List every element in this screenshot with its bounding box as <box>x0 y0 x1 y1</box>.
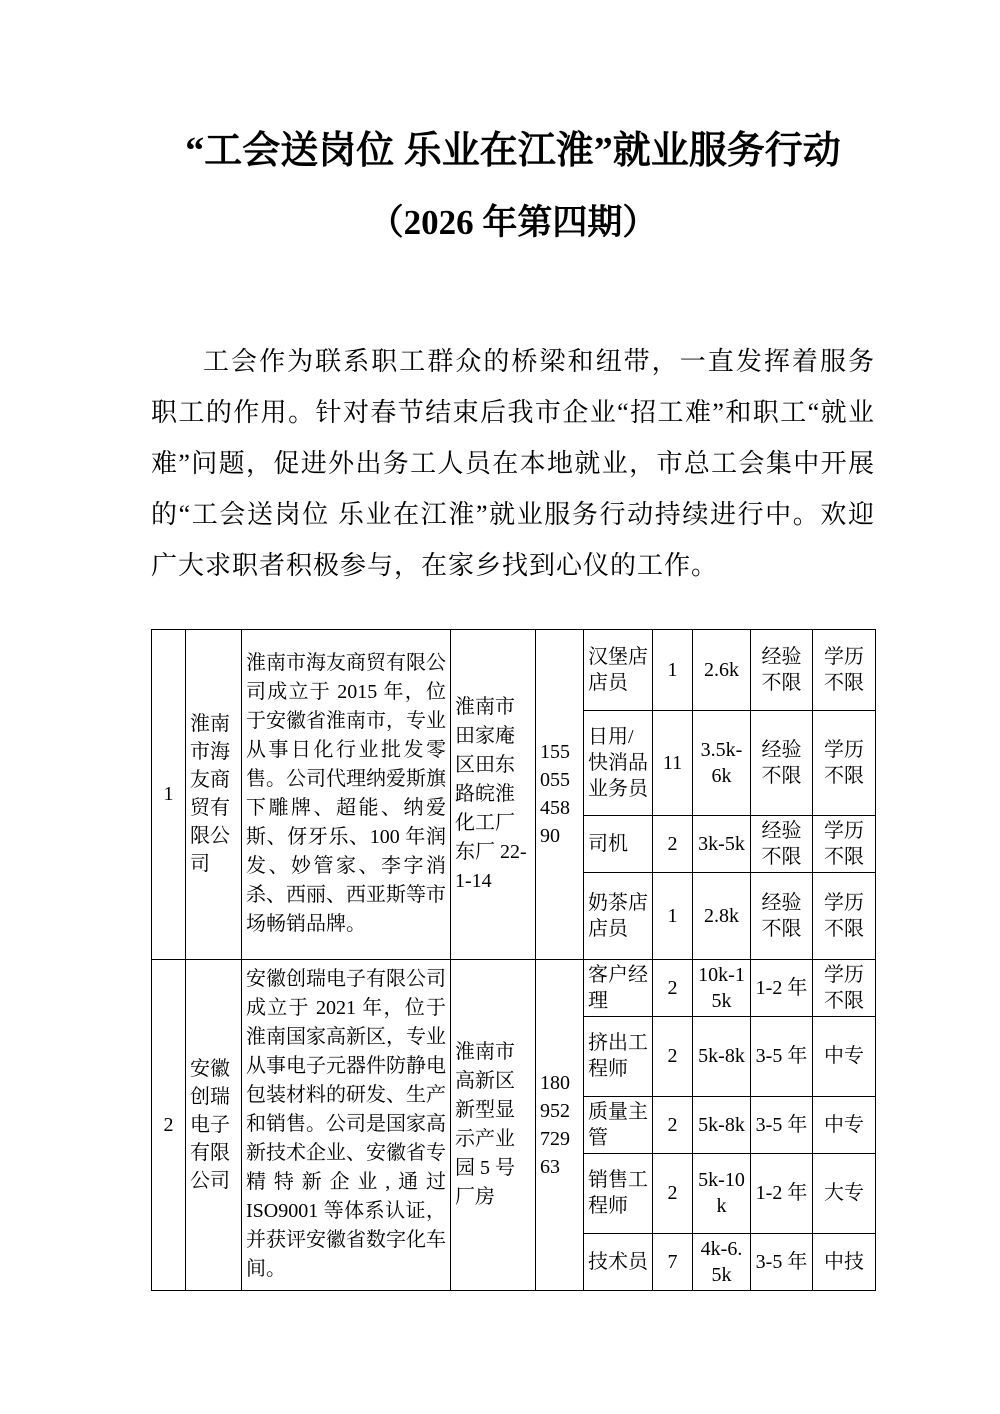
job-experience: 经验不限 <box>751 629 813 710</box>
job-salary: 3k-5k <box>693 815 751 872</box>
company-address: 淮南市田家庵区田东路皖淮化工厂东厂 22-1-14 <box>451 629 536 959</box>
job-count: 2 <box>653 815 693 872</box>
job-salary: 3.5k-6k <box>693 710 751 815</box>
job-count: 2 <box>653 1096 693 1153</box>
job-count: 2 <box>653 1153 693 1233</box>
job-listings-table <box>151 629 876 1291</box>
job-salary: 2.6k <box>693 629 751 710</box>
job-title: 汉堡店店员 <box>584 629 653 710</box>
intro-paragraph: 工会作为联系职工群众的桥梁和纽带，一直发挥着服务职工的作用。针对春节结束后我市企业“招工难”和职工“就业难”问题，促进外出务工人员在本地就业，市总工会集中开展的“工会送岗位 乐业在江淮”就业服务行动持续进行中。欢迎广大求职者积极参与，在家乡找到心仪的工作。 <box>151 346 875 580</box>
job-experience: 3-5 年 <box>751 1233 813 1290</box>
document-title: “工会送岗位 乐业在江淮”就业服务行动 <box>185 130 841 172</box>
job-education: 学历不限 <box>813 959 876 1016</box>
table-row <box>152 629 876 710</box>
company-name: 淮南市海友商贸有限公司 <box>186 629 242 959</box>
job-education: 中技 <box>813 1233 876 1290</box>
table-row <box>152 959 876 1016</box>
job-salary: 5k-8k <box>693 1016 751 1096</box>
job-title: 日用/快消品业务员 <box>584 710 653 815</box>
document-subtitle: （2026 年第四期） <box>368 202 658 242</box>
job-education: 学历不限 <box>813 815 876 872</box>
job-salary: 5k-10k <box>693 1153 751 1233</box>
job-education: 中专 <box>813 1016 876 1096</box>
job-title: 销售工程师 <box>584 1153 653 1233</box>
company-description: 安徽创瑞电子有限公司成立于 2021 年，位于淮南国家高新区，专业从事电子元器件防静电包装材料的研发、生产和销售。公司是国家高新技术企业、安徽省专精特新企业,通过 ISO9001 等体系认证，并获评安徽省数字化车间。 <box>242 959 451 1290</box>
job-title: 奶茶店店员 <box>584 872 653 959</box>
company-address: 淮南市高新区新型显示产业园 5 号厂房 <box>451 959 536 1290</box>
job-count: 11 <box>653 710 693 815</box>
job-experience: 经验不限 <box>751 872 813 959</box>
job-title: 司机 <box>584 815 653 872</box>
job-count: 2 <box>653 1016 693 1096</box>
job-experience: 1-2 年 <box>751 959 813 1016</box>
job-salary: 2.8k <box>693 872 751 959</box>
job-education: 大专 <box>813 1153 876 1233</box>
company-index: 1 <box>152 629 186 959</box>
company-phone: 15505545890 <box>536 629 584 959</box>
job-count: 2 <box>653 959 693 1016</box>
job-salary: 10k-15k <box>693 959 751 1016</box>
job-experience: 3-5 年 <box>751 1096 813 1153</box>
company-index: 2 <box>152 959 186 1290</box>
job-count: 1 <box>653 629 693 710</box>
job-experience: 经验不限 <box>751 815 813 872</box>
job-salary: 4k-6.5k <box>693 1233 751 1290</box>
job-title: 技术员 <box>584 1233 653 1290</box>
job-education: 中专 <box>813 1096 876 1153</box>
job-salary: 5k-8k <box>693 1096 751 1153</box>
job-count: 7 <box>653 1233 693 1290</box>
document-content <box>151 0 875 1291</box>
job-count: 1 <box>653 872 693 959</box>
job-experience: 1-2 年 <box>751 1153 813 1233</box>
job-experience: 经验不限 <box>751 710 813 815</box>
job-title: 质量主管 <box>584 1096 653 1153</box>
job-title: 挤出工程师 <box>584 1016 653 1096</box>
job-education: 学历不限 <box>813 629 876 710</box>
job-education: 学历不限 <box>813 710 876 815</box>
company-name: 安徽创瑞电子有限公司 <box>186 959 242 1290</box>
job-experience: 3-5 年 <box>751 1016 813 1096</box>
job-title: 客户经理 <box>584 959 653 1016</box>
company-description: 淮南市海友商贸有限公司成立于 2015 年，位于安徽省淮南市，专业从事日化行业批发零售。公司代理纳爱斯旗下雕牌、超能、纳爱斯、伢牙乐、100 年润发、妙管家、李字消杀、西丽、西亚斯等市场畅销品牌。 <box>242 629 451 959</box>
job-education: 学历不限 <box>813 872 876 959</box>
company-phone: 18095272963 <box>536 959 584 1290</box>
